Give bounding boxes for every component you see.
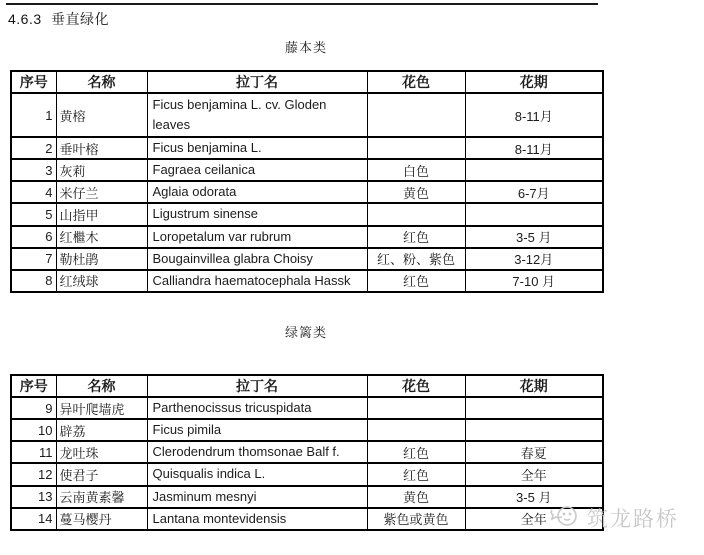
flower-period-cell: 3-5 月 bbox=[465, 486, 603, 508]
flower-period-cell: 8-11月 bbox=[465, 93, 603, 137]
flower-color-cell bbox=[367, 137, 465, 159]
name-cell: 红檵木 bbox=[56, 226, 147, 248]
panda-bubble-logo-icon bbox=[549, 501, 583, 534]
flower-period-cell: 8-11月 bbox=[465, 137, 603, 159]
latin-name-cell: Bougainvillea glabra Choisy bbox=[147, 248, 367, 270]
flower-period-cell bbox=[465, 159, 603, 181]
flower-color-cell: 黄色 bbox=[367, 181, 465, 203]
index-cell: 10 bbox=[11, 419, 56, 441]
flower-period-cell bbox=[465, 203, 603, 225]
column-header-latin-name: 拉丁名 bbox=[147, 375, 367, 397]
index-cell: 8 bbox=[11, 270, 56, 292]
index-cell: 4 bbox=[11, 181, 56, 203]
section-caption-hedges: 绿篱类 bbox=[284, 325, 327, 340]
latin-name-cell: Lantana montevidensis bbox=[147, 508, 367, 530]
column-header-flower-color: 花色 bbox=[367, 71, 465, 93]
name-cell: 勒杜鹃 bbox=[56, 248, 147, 270]
index-cell: 12 bbox=[11, 463, 56, 485]
index-cell: 11 bbox=[11, 441, 56, 463]
section-caption-vines: 藤本类 bbox=[284, 40, 327, 55]
latin-name-cell: Calliandra haematocephala Hassk bbox=[147, 270, 367, 292]
table-row bbox=[11, 137, 603, 159]
index-cell: 9 bbox=[11, 397, 56, 419]
latin-name-cell: Ficus benjamina L. bbox=[147, 137, 367, 159]
vines-table bbox=[10, 70, 604, 293]
flower-period-cell: 春夏 bbox=[465, 441, 603, 463]
name-cell: 龙吐珠 bbox=[56, 441, 147, 463]
column-header-name: 名称 bbox=[56, 71, 147, 93]
index-cell: 7 bbox=[11, 248, 56, 270]
table-header-row bbox=[11, 375, 603, 397]
column-header-index: 序号 bbox=[11, 71, 56, 93]
flower-period-cell bbox=[465, 419, 603, 441]
column-header-latin-name: 拉丁名 bbox=[147, 71, 367, 93]
table-row bbox=[11, 181, 603, 203]
table-row bbox=[11, 270, 603, 292]
index-cell: 1 bbox=[11, 93, 56, 137]
table-row bbox=[11, 203, 603, 225]
latin-name-cell: Jasminum mesnyi bbox=[147, 486, 367, 508]
flower-period-cell: 7-10 月 bbox=[465, 270, 603, 292]
name-cell: 异叶爬墙虎 bbox=[56, 397, 147, 419]
table-row bbox=[11, 226, 603, 248]
flower-period-cell bbox=[465, 397, 603, 419]
index-cell: 14 bbox=[11, 508, 56, 530]
latin-name-cell: Fagraea ceilanica bbox=[147, 159, 367, 181]
latin-name-cell: Ficus pimila bbox=[147, 419, 367, 441]
flower-period-cell: 6-7月 bbox=[465, 181, 603, 203]
flower-color-cell: 白色 bbox=[367, 159, 465, 181]
latin-name-cell: Clerodendrum thomsonae Balf f. bbox=[147, 441, 367, 463]
index-cell: 6 bbox=[11, 226, 56, 248]
latin-name-cell: Ficus benjamina L. cv. Gloden leaves bbox=[147, 93, 367, 137]
name-cell: 辟荔 bbox=[56, 419, 147, 441]
name-cell: 蔓马樱丹 bbox=[56, 508, 147, 530]
flower-color-cell bbox=[367, 93, 465, 137]
flower-color-cell bbox=[367, 203, 465, 225]
flower-color-cell: 红、粉、紫色 bbox=[367, 248, 465, 270]
name-cell: 灰莉 bbox=[56, 159, 147, 181]
table-row bbox=[11, 248, 603, 270]
table-header-row bbox=[11, 71, 603, 93]
flower-color-cell: 红色 bbox=[367, 270, 465, 292]
table-row bbox=[11, 397, 603, 419]
table-row bbox=[11, 463, 603, 485]
column-header-flower-period: 花期 bbox=[465, 375, 603, 397]
latin-name-cell: Loropetalum var rubrum bbox=[147, 226, 367, 248]
table-row bbox=[11, 159, 603, 181]
column-header-flower-period: 花期 bbox=[465, 71, 603, 93]
page-title: 4.6.3 垂直绿化 bbox=[8, 11, 110, 27]
table-row bbox=[11, 441, 603, 463]
index-cell: 2 bbox=[11, 137, 56, 159]
column-header-index: 序号 bbox=[11, 375, 56, 397]
index-cell: 3 bbox=[11, 159, 56, 181]
table-row bbox=[11, 93, 603, 137]
column-header-flower-color: 花色 bbox=[367, 375, 465, 397]
flower-period-cell: 3-12月 bbox=[465, 248, 603, 270]
flower-color-cell bbox=[367, 419, 465, 441]
name-cell: 云南黄素馨 bbox=[56, 486, 147, 508]
name-cell: 垂叶榕 bbox=[56, 137, 147, 159]
hedges-table bbox=[10, 374, 604, 531]
flower-color-cell: 红色 bbox=[367, 463, 465, 485]
name-cell: 米仔兰 bbox=[56, 181, 147, 203]
flower-color-cell bbox=[367, 397, 465, 419]
table-row bbox=[11, 486, 603, 508]
latin-name-cell: Parthenocissus tricuspidata bbox=[147, 397, 367, 419]
index-cell: 5 bbox=[11, 203, 56, 225]
flower-color-cell: 红色 bbox=[367, 441, 465, 463]
table-row bbox=[11, 508, 603, 530]
column-header-name: 名称 bbox=[56, 375, 147, 397]
index-cell: 13 bbox=[11, 486, 56, 508]
flower-color-cell: 红色 bbox=[367, 226, 465, 248]
name-cell: 红绒球 bbox=[56, 270, 147, 292]
name-cell: 使君子 bbox=[56, 463, 147, 485]
watermark bbox=[549, 501, 679, 534]
flower-period-cell: 全年 bbox=[465, 463, 603, 485]
flower-period-cell: 3-5 月 bbox=[465, 226, 603, 248]
latin-name-cell: Quisqualis indica L. bbox=[147, 463, 367, 485]
flower-color-cell: 黄色 bbox=[367, 486, 465, 508]
top-rule-divider bbox=[6, 3, 598, 5]
flower-color-cell: 紫色或黄色 bbox=[367, 508, 465, 530]
name-cell: 山指甲 bbox=[56, 203, 147, 225]
watermark-text: 筑龙路桥 bbox=[587, 507, 679, 531]
name-cell: 黄榕 bbox=[56, 93, 147, 137]
latin-name-cell: Ligustrum sinense bbox=[147, 203, 367, 225]
flower-period-cell: 全年 bbox=[465, 508, 603, 530]
table-row bbox=[11, 419, 603, 441]
latin-name-cell: Aglaia odorata bbox=[147, 181, 367, 203]
